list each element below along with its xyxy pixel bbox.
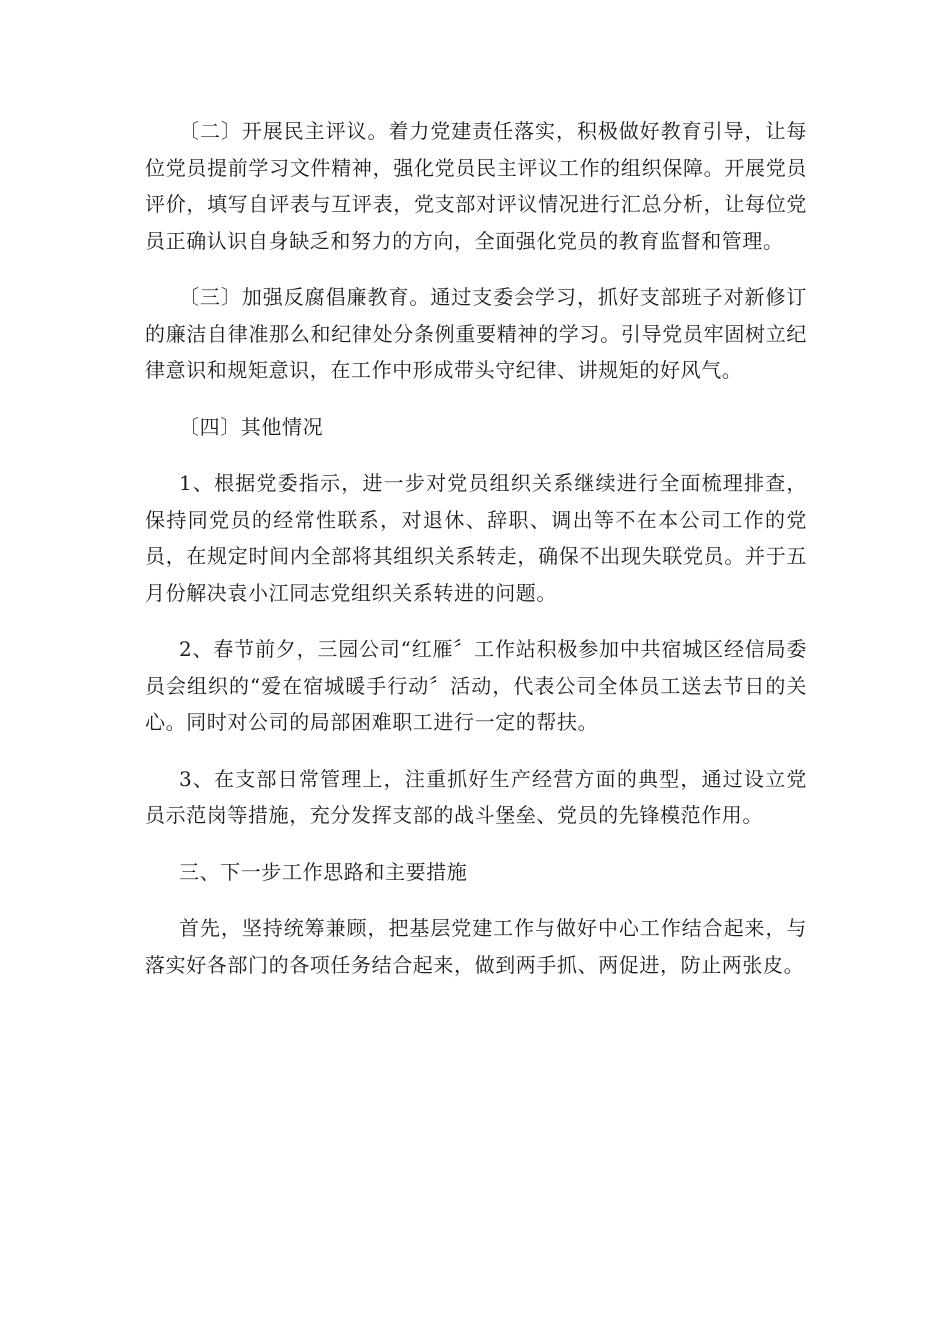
paragraph-item-3: 3、在支部日常管理上，注重抓好生产经营方面的典型，通过设立党员示范岗等措施，充分发挥支部的战斗堡垒、党员的先锋模范作用。 bbox=[145, 766, 807, 827]
paragraph-item-2: 2、春节前夕，三园公司“红雁〞工作站积极参加中共宿城区经信局委员会组织的“爱在宿城暖手行动〞活动，代表公司全体员工送去节日的关心。同时对公司的局部困难职工进行一定的帮扶。 bbox=[145, 637, 807, 734]
paragraph-democratic-review: 〔二〕开展民主评议。着力党建责任落实，积极做好教育引导，让每位党员提前学习文件精神，强化党员民主评议工作的组织保障。开展党员评价，填写自评表与互评表，党支部对评议情况进行汇总分析，让每位党员正确认识自身缺乏和努力的方向，全面强化党员的教育监督和管理。 bbox=[145, 119, 807, 253]
paragraph-first-measure: 首先，坚持统筹兼顾，把基层党建工作与做好中心工作结合起来，与落实好各部门的各项任务结合起来，做到两手抓、两促进，防止两张皮。 bbox=[145, 916, 807, 977]
paragraph-anti-corruption: 〔三〕加强反腐倡廉教育。通过支委会学习，抓好支部班子对新修订的廉洁自律准那么和纪律处分条例重要精神的学习。引导党员牢固树立纪律意识和规矩意识，在工作中形成带头守纪律、讲规矩的好风气。 bbox=[145, 285, 807, 382]
paragraph-other-heading: 〔四〕其他情况 bbox=[179, 414, 324, 439]
document-page bbox=[145, 113, 807, 1003]
section-heading-next-steps: 三、下一步工作思路和主要措施 bbox=[179, 859, 468, 884]
paragraph-item-1: 1、根据党委指示，进一步对党员组织关系继续进行全面梳理排查，保持同党员的经常性联系，对退休、辞职、调出等不在本公司工作的党员，在规定时间内全部将其组织关系转走，确保不出现失联党员。并于五月份解决袁小江同志党组织关系转进的问题。 bbox=[145, 471, 807, 605]
